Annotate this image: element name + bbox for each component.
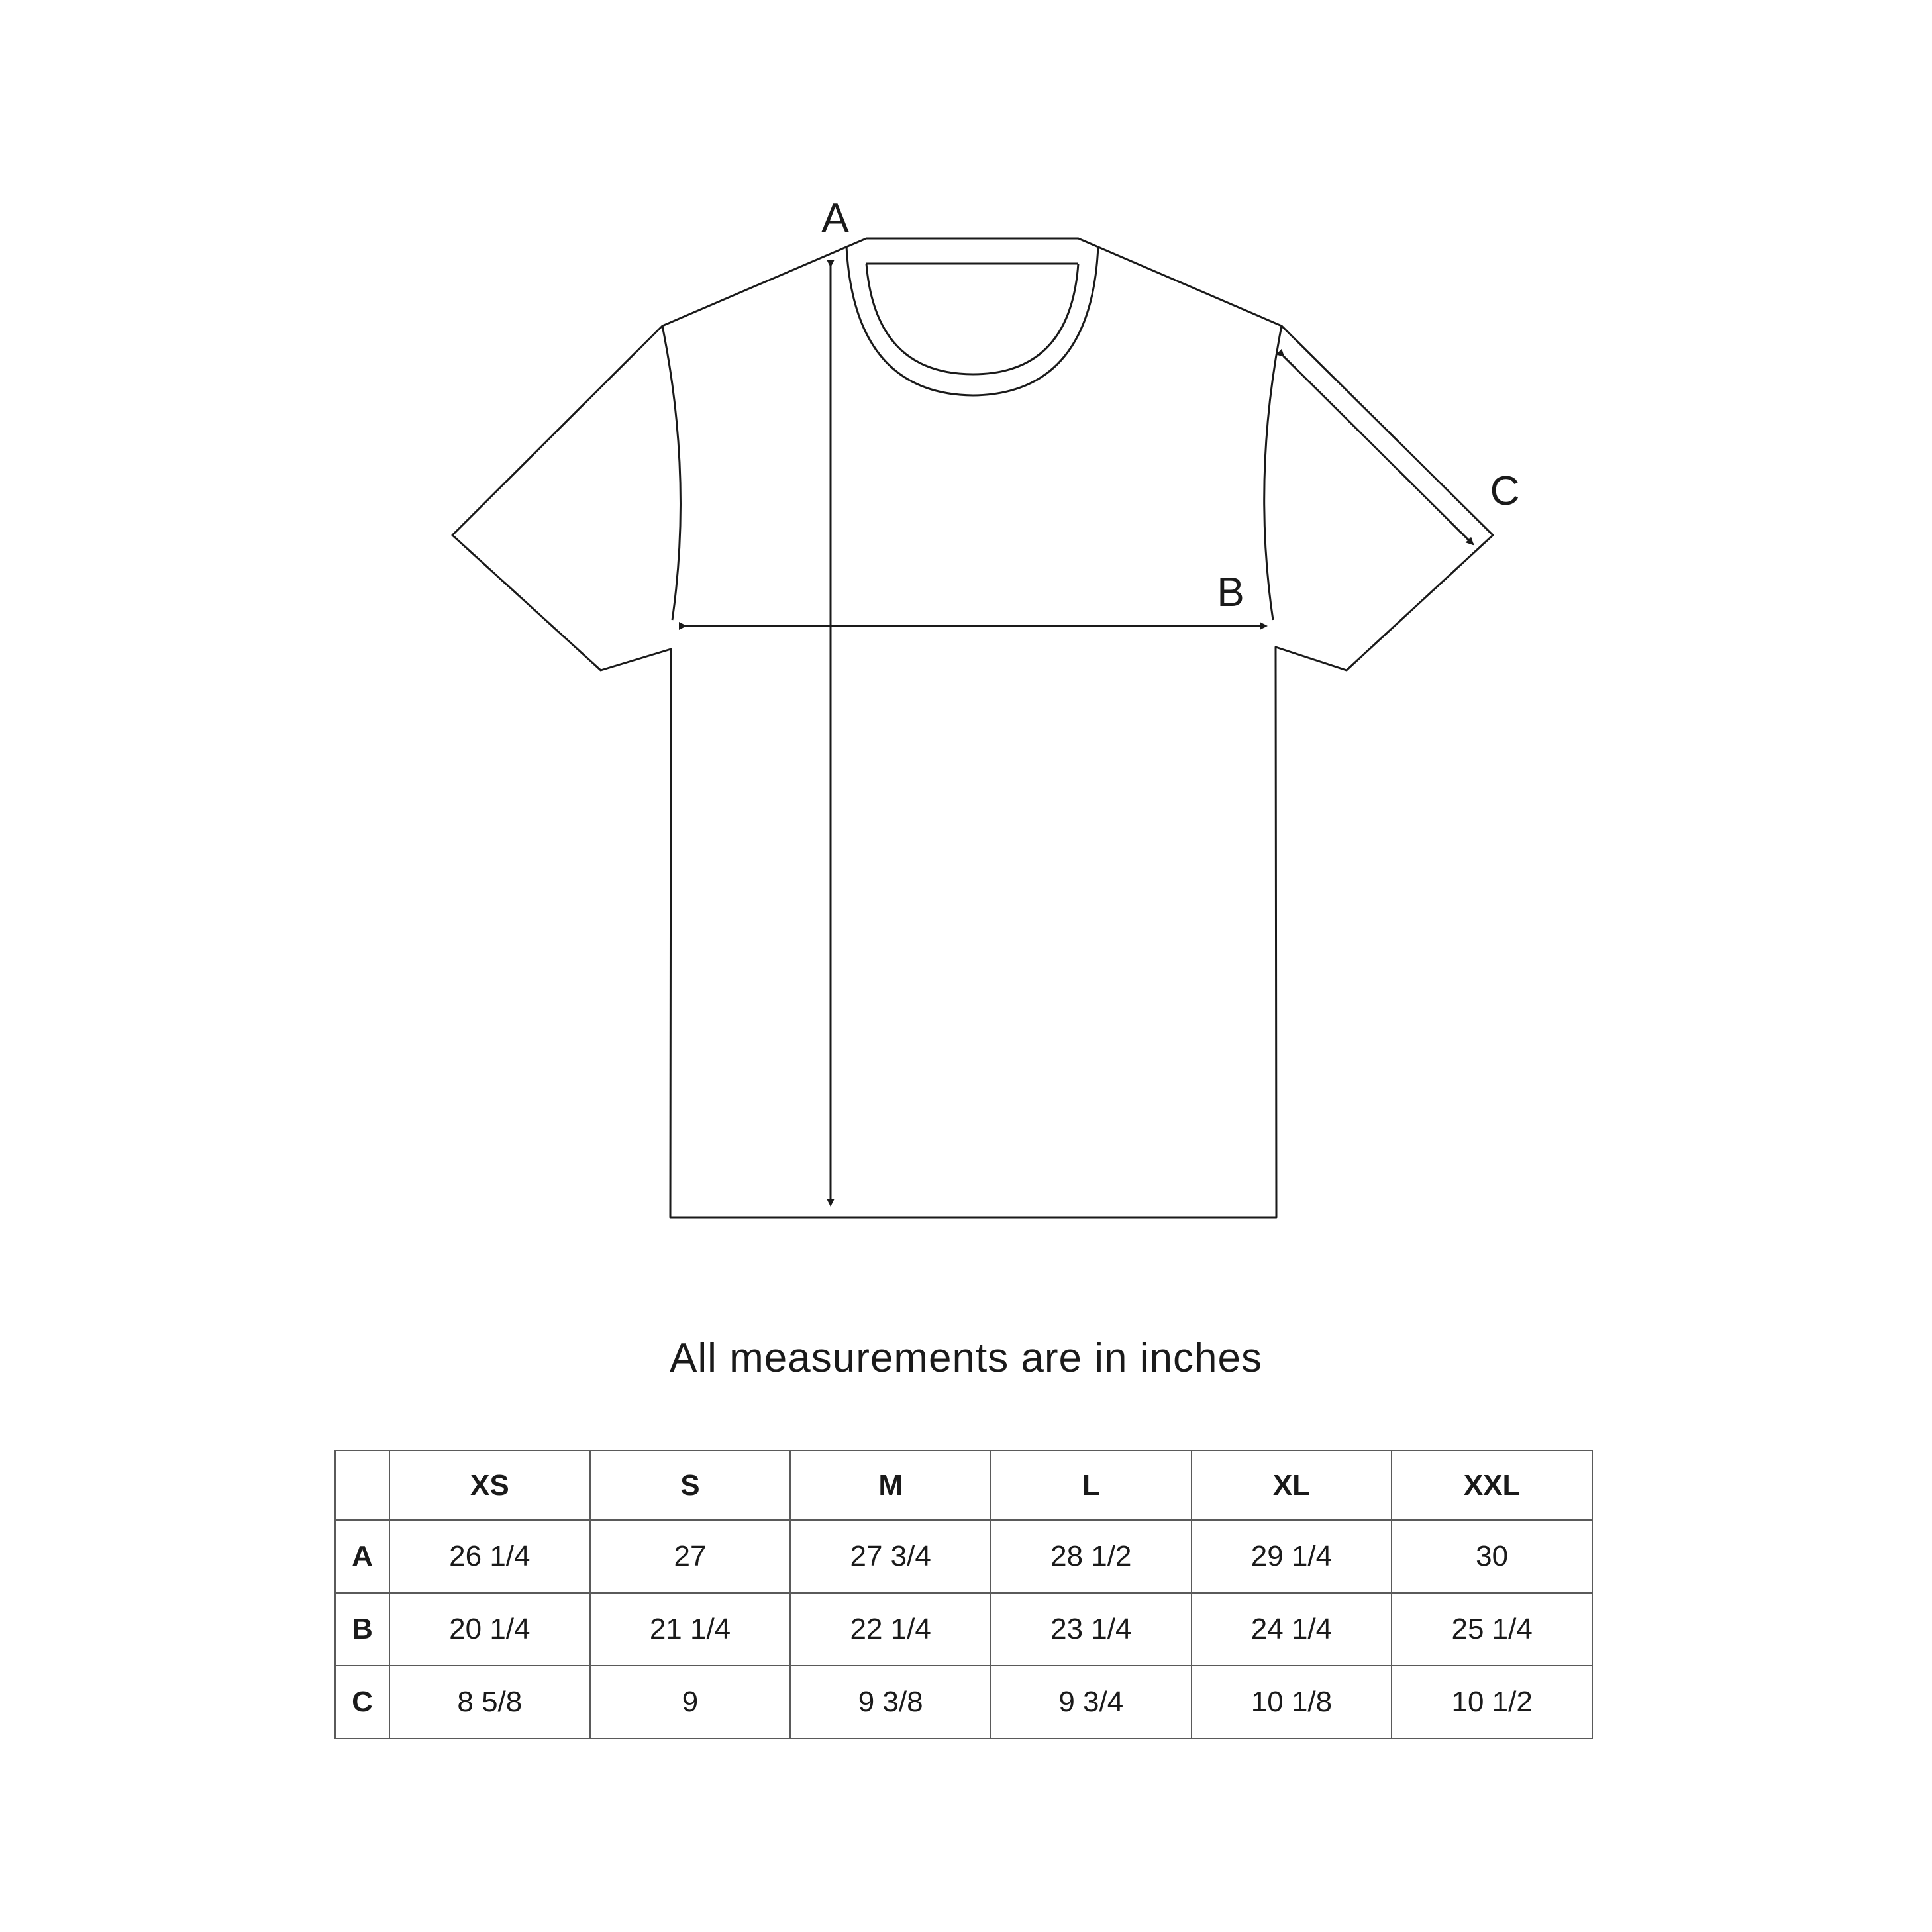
- table-cell: 27 3/4: [790, 1520, 991, 1593]
- table-row: [335, 1666, 1592, 1739]
- table-cell: 26 1/4: [389, 1520, 590, 1593]
- table-cell: 25 1/4: [1392, 1593, 1592, 1666]
- table-cell: 10 1/2: [1392, 1666, 1592, 1739]
- table-cell: 28 1/2: [991, 1520, 1192, 1593]
- table-cell: 30: [1392, 1520, 1592, 1593]
- header-m: M: [790, 1450, 991, 1520]
- table-cell: 22 1/4: [790, 1593, 991, 1666]
- header-xs: XS: [389, 1450, 590, 1520]
- header-l: L: [991, 1450, 1192, 1520]
- table-cell: 9 3/4: [991, 1666, 1192, 1739]
- left-armhole-seam: [662, 326, 680, 620]
- table-row: [335, 1593, 1592, 1666]
- table-row: [335, 1520, 1592, 1593]
- table-cell: 27: [590, 1520, 791, 1593]
- collar-outer: [846, 246, 1098, 395]
- table-cell: 10 1/8: [1192, 1666, 1392, 1739]
- header-xxl: XXL: [1392, 1450, 1592, 1520]
- header-xl: XL: [1192, 1450, 1392, 1520]
- label-a: A: [821, 195, 849, 241]
- right-armhole-seam: [1264, 326, 1282, 620]
- label-c: C: [1490, 468, 1520, 514]
- header-s: S: [590, 1450, 791, 1520]
- table-cell: 23 1/4: [991, 1593, 1192, 1666]
- collar-inner: [866, 264, 1078, 374]
- row-label-a: A: [335, 1520, 389, 1593]
- row-label-b: B: [335, 1593, 389, 1666]
- table-cell: 9: [590, 1666, 791, 1739]
- table-cell: 21 1/4: [590, 1593, 791, 1666]
- table-cell: 29 1/4: [1192, 1520, 1392, 1593]
- tshirt-outline: [452, 238, 1493, 1217]
- measure-c-arrow: [1284, 356, 1473, 544]
- header-corner: [335, 1450, 389, 1520]
- measurement-caption: All measurements are in inches: [670, 1335, 1262, 1381]
- table-cell: 24 1/4: [1192, 1593, 1392, 1666]
- label-b: B: [1217, 570, 1245, 615]
- row-label-c: C: [335, 1666, 389, 1739]
- table-cell: 9 3/8: [790, 1666, 991, 1739]
- table-cell: 8 5/8: [389, 1666, 590, 1739]
- table-cell: 20 1/4: [389, 1593, 590, 1666]
- table-header-row: [335, 1450, 1592, 1520]
- size-table: [334, 1450, 1593, 1739]
